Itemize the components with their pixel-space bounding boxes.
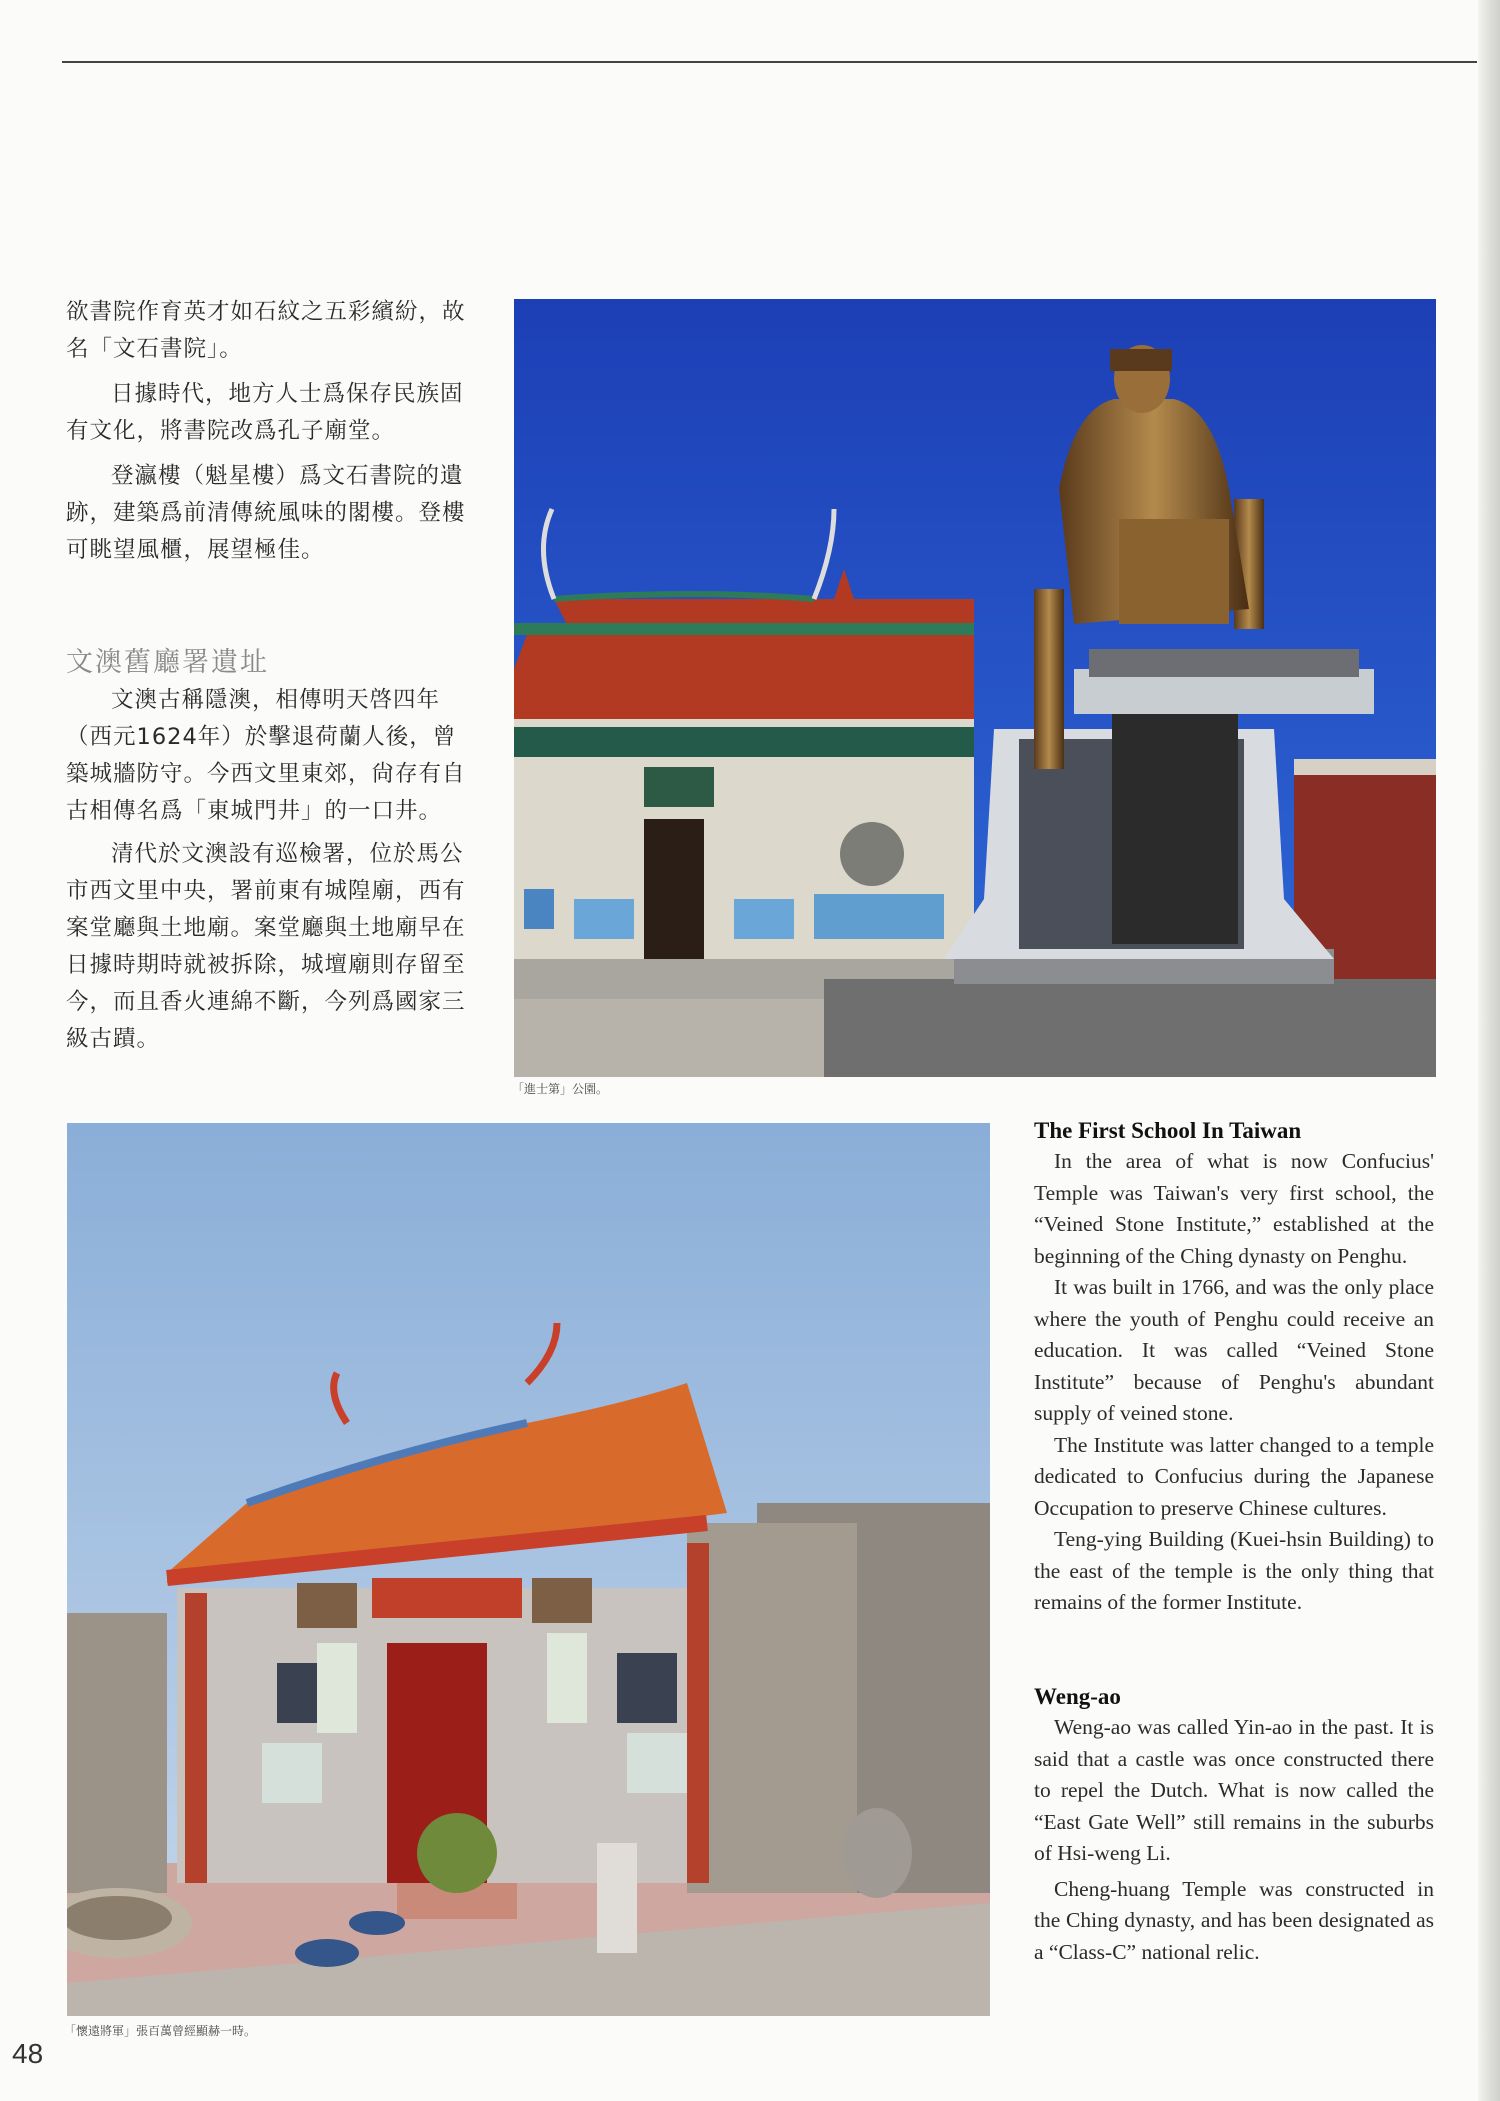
zh-paragraph: 欲書院作育英才如石紋之五彩繽紛，故名「文石書院」。	[66, 299, 466, 362]
en-section-heading: Weng-ao	[1034, 1684, 1121, 1709]
zh-section-1	[66, 294, 476, 569]
en-paragraph: The Institute was latter changed to a temple dedicated to Confucius during the Japanese Occupation to preserve Chinese cultures.	[1034, 1432, 1434, 1520]
zh-paragraph: 登瀛樓（魁星樓）爲文石書院的遺跡，建築爲前清傳統風味的閣樓。登樓可眺望風櫃，展望極佳。	[66, 463, 466, 563]
en-section-weng-ao	[1034, 1682, 1434, 1968]
page-number: 48	[12, 2038, 44, 2069]
en-paragraph: Weng-ao was called Yin-ao in the past. It is said that a castle was once constructed there to repel the Dutch. What is now called the “East Gate Well” still remains in the suburbs of Hsi-weng Li.	[1034, 1715, 1434, 1865]
zh-paragraph: 清代於文澳設有巡檢署，位於馬公市西文里中央，署前東有城隍廟，西有案堂廳與土地廟。案堂廳與土地廟早在日據時期時就被拆除，城壇廟則存留至今，而且香火連綿不斷，今列爲國家三級古蹟。	[66, 841, 466, 1052]
zh-paragraph: 日據時代，地方人士爲保存民族固有文化，將書院改爲孔子廟堂。	[66, 381, 464, 444]
page-gutter-shadow	[1478, 0, 1500, 2101]
en-paragraph: Teng-ying Building (Kuei-hsin Building) to the east of the temple is the only thing that remains of the former Institute.	[1034, 1527, 1434, 1614]
photo-traditional-house	[67, 1123, 990, 2016]
en-paragraph: Cheng-huang Temple was constructed in the Ching dynasty, and has been designated as a “Class-C” national relic.	[1034, 1876, 1434, 1964]
en-section-heading: The First School In Taiwan	[1034, 1118, 1302, 1143]
zh-section-2	[66, 682, 476, 1058]
photo-1-caption: 「進士第」公園。	[512, 1082, 609, 1096]
en-paragraph: It was built in 1766, and was the only place where the youth of Penghu could receive an education. It was called “Veined Stone Institute” because of Penghu's abundant supply of veined stone.	[1034, 1275, 1434, 1425]
en-section-first-school	[1034, 1116, 1434, 1619]
zh-section-2-heading: 文澳舊廳署遺址	[66, 647, 269, 678]
header-rule	[62, 61, 1477, 63]
zh-paragraph: 文澳古稱隱澳，相傳明天啓四年（西元1624年）於擊退荷蘭人後，曾築城牆防守。今西文里東郊，尙存有自古相傳名爲「東城門井」的一口井。	[66, 687, 466, 824]
photo-2-caption: 「懷遠將軍」張百萬曾經顯赫一時。	[64, 2024, 257, 2038]
photo-statue-park	[514, 299, 1436, 1077]
en-paragraph: In the area of what is now Confucius' Temple was Taiwan's very first school, the “Veined Stone Institute,” established at the beginning of the Ching dynasty on Penghu.	[1034, 1149, 1434, 1268]
